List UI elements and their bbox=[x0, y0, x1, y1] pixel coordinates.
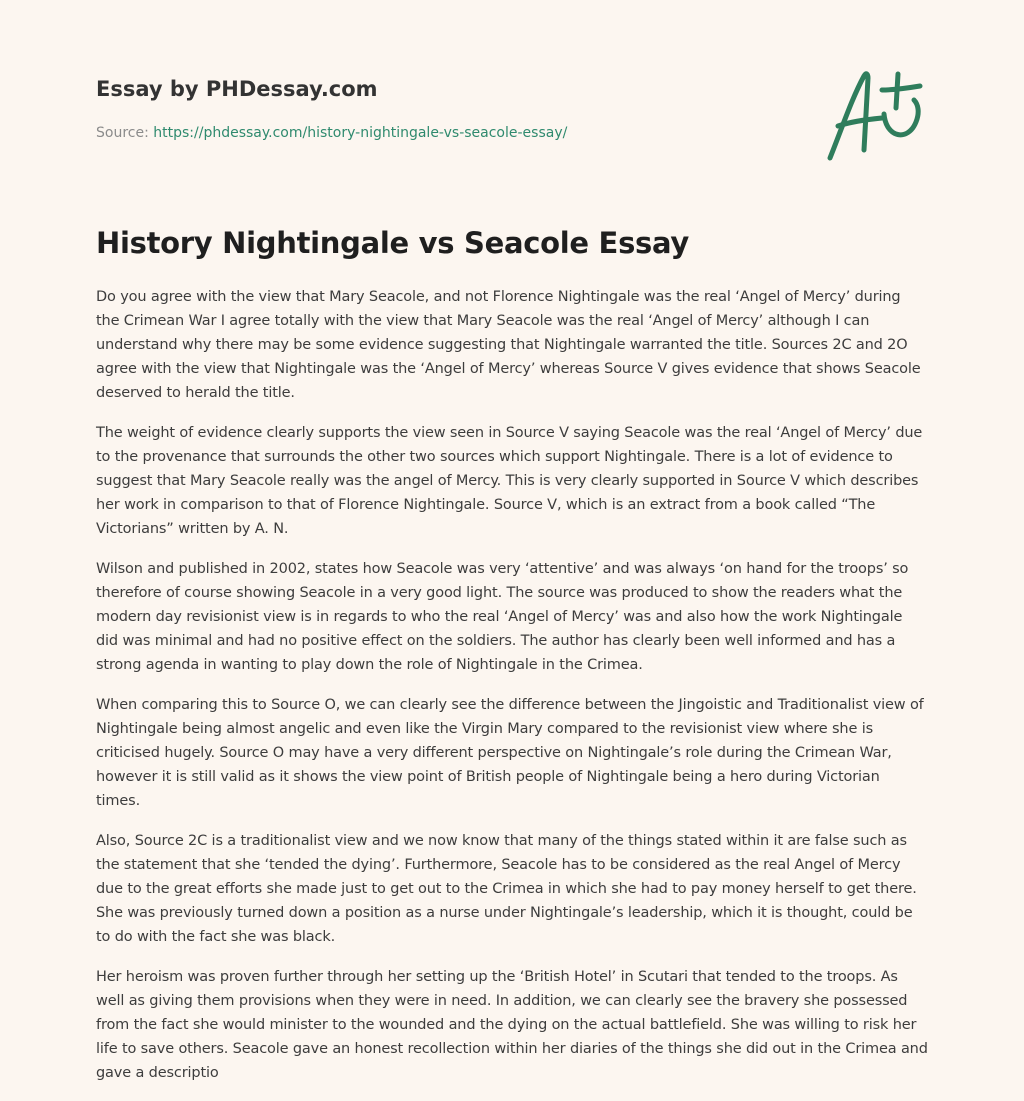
essay-paragraph: When comparing this to Source O, we can clearly see the difference between the Jingoistic and Traditionalist view of Nightingale being almost angelic and even like the Virgin Mary compared to the revisionist view where she is criticised hugely. Source O may have a very different perspective on Nightingale’s role during the Crimean War, however it is still valid as it shows the view point of British people of Nightingale being a hero during Victorian times. bbox=[96, 697, 924, 809]
a-plus-logo-icon bbox=[824, 68, 928, 164]
essay-paragraph: The weight of evidence clearly supports the view seen in Source V saying Seacole was the real ‘Angel of Mercy’ due to the provenance that surrounds the other two sources which support Nightingale. There is a lot of evidence to suggest that Mary Seacole really was the angel of Mercy. This is very clearly supported in Source V which describes her work in comparison to that of Florence Nightingale. Source V, which is an extract from a book called “The Victorians” written by A. N. bbox=[96, 425, 923, 537]
essay-body bbox=[96, 285, 928, 1101]
source-label: Source: bbox=[96, 125, 149, 141]
source-link[interactable]: https://phdessay.com/history-nightingale-vs-seacole-essay/ bbox=[153, 125, 568, 141]
source-line bbox=[96, 125, 567, 141]
essay-paragraph: Also, Source 2C is a traditionalist view and we now know that many of the things stated within it are false such as the statement that she ‘tended the dying’. Furthermore, Seacole has to be considered as the real Angel of Mercy due to the great efforts she made just to get out to the Crimea in which she had to pay money herself to get there. She was previously turned down a position as a nurse under Nightingale’s leadership, which it is thought, could be to do with the fact she was black. bbox=[96, 833, 917, 945]
essay-paragraph: Wilson and published in 2002, states how Seacole was very ‘attentive’ and was always ‘on hand for the troops’ so therefore of course showing Seacole in a very good light. The source was produced to show the readers what the modern day revisionist view is in regards to who the real ‘Angel of Mercy’ was and also how the work Nightingale did was minimal and had no positive effect on the soldiers. The author has clearly been well informed and has a strong agenda in wanting to play down the role of Nightingale in the Crimea. bbox=[96, 561, 909, 673]
essay-paragraph: Do you agree with the view that Mary Seacole, and not Florence Nightingale was the real ‘Angel of Mercy’ during the Crimean War I agree totally with the view that Mary Seacole was the real ‘Angel of Mercy’ although I can understand why there may be some evidence suggesting that Nightingale warranted the title. Sources 2C and 2O agree with the view that Nightingale was the ‘Angel of Mercy’ whereas Source V gives evidence that shows Seacole deserved to herald the title. bbox=[96, 289, 921, 401]
essay-paragraph: Her heroism was proven further through her setting up the ‘British Hotel’ in Scutari that tended to the troops. As well as giving them provisions when they were in need. In addition, we can clearly see the bravery she possessed from the fact she would minister to the wounded and the dying on the actual battlefield. She was willing to risk her life to save others. Seacole gave an honest recollection within her diaries of the things she did out in the Crimea and gave a descriptio bbox=[96, 969, 928, 1081]
essay-title: History Nightingale vs Seacole Essay bbox=[96, 226, 689, 260]
site-title: Essay by PHDessay.com bbox=[96, 77, 378, 101]
